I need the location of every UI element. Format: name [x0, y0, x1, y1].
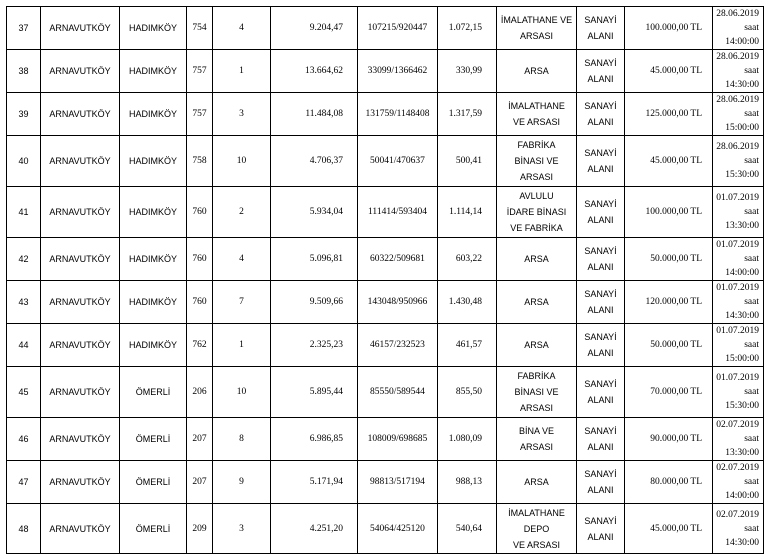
cell-district: ARNAVUTKÖY	[41, 324, 120, 367]
cell-block: 757	[187, 93, 213, 136]
cell-neighborhood: HADIMKÖY	[120, 136, 187, 187]
cell-zoning-line: SANAYİ	[584, 469, 617, 479]
table-row	[7, 93, 764, 136]
cell-neighborhood: HADIMKÖY	[120, 187, 187, 238]
cell-district: ARNAVUTKÖY	[41, 281, 120, 324]
cell-district: ARNAVUTKÖY	[41, 93, 120, 136]
date-text: 01.07.2019	[716, 373, 759, 383]
cell-neighborhood: ÖMERLİ	[120, 418, 187, 461]
cell-share-area: 540,64	[438, 504, 497, 554]
cell-share-area: 1.114,14	[438, 187, 497, 238]
cell-property-type	[497, 50, 577, 93]
cell-block: 754	[187, 7, 213, 50]
cell-neighborhood: HADIMKÖY	[120, 50, 187, 93]
cell-district: ARNAVUTKÖY	[41, 136, 120, 187]
cell-area: 9.509,66	[271, 281, 358, 324]
cell-zoning	[577, 136, 625, 187]
cell-zoning-line: ALANI	[587, 262, 614, 272]
cell-area: 4.706,37	[271, 136, 358, 187]
cell-price: 90.000,00 TL	[625, 418, 713, 461]
cell-row-number: 40	[7, 136, 41, 187]
cell-block: 758	[187, 136, 213, 187]
cell-neighborhood: ÖMERLİ	[120, 367, 187, 418]
auction-table	[6, 6, 764, 554]
cell-zoning	[577, 418, 625, 461]
cell-zoning-line: ALANI	[587, 485, 614, 495]
date-text: 28.06.2019	[716, 95, 759, 105]
time-text: saat 14:00:00	[725, 477, 759, 501]
cell-share: 107215/920447	[358, 7, 438, 50]
cell-area: 4.251,20	[271, 504, 358, 554]
table-row	[7, 50, 764, 93]
time-text: saat 15:30:00	[725, 156, 759, 180]
cell-date-time	[713, 367, 764, 418]
cell-zoning	[577, 281, 625, 324]
cell-row-number: 41	[7, 187, 41, 238]
cell-property-type	[497, 504, 577, 554]
cell-price: 45.000,00 TL	[625, 136, 713, 187]
cell-property-type-line: ARSA	[524, 254, 549, 264]
cell-block: 757	[187, 50, 213, 93]
cell-parcel: 7	[213, 281, 271, 324]
cell-parcel: 3	[213, 504, 271, 554]
cell-row-number: 44	[7, 324, 41, 367]
cell-block: 760	[187, 238, 213, 281]
cell-zoning-line: ALANI	[587, 305, 614, 315]
cell-parcel: 8	[213, 418, 271, 461]
cell-property-type	[497, 187, 577, 238]
cell-area: 6.986,85	[271, 418, 358, 461]
cell-share: 98813/517194	[358, 461, 438, 504]
cell-zoning-line: SANAYİ	[584, 332, 617, 342]
cell-property-type	[497, 324, 577, 367]
cell-zoning	[577, 324, 625, 367]
cell-area: 11.484,08	[271, 93, 358, 136]
cell-property-type-line: ARSA	[524, 477, 549, 487]
cell-share: 143048/950966	[358, 281, 438, 324]
time-text: saat 13:30:00	[725, 207, 759, 231]
cell-property-type-line: ARSA	[524, 66, 549, 76]
cell-date-time	[713, 504, 764, 554]
cell-parcel: 10	[213, 367, 271, 418]
cell-property-type	[497, 136, 577, 187]
cell-block: 206	[187, 367, 213, 418]
cell-row-number: 43	[7, 281, 41, 324]
cell-property-type-line: DEPO	[523, 523, 550, 534]
date-text: 28.06.2019	[716, 9, 759, 19]
table-row	[7, 187, 764, 238]
cell-area: 2.325,23	[271, 324, 358, 367]
cell-row-number: 46	[7, 418, 41, 461]
cell-district: ARNAVUTKÖY	[41, 187, 120, 238]
cell-parcel: 4	[213, 7, 271, 50]
cell-property-type-line: FABRİKA	[517, 140, 556, 150]
cell-zoning-line: SANAYİ	[584, 246, 617, 256]
table-row	[7, 367, 764, 418]
cell-property-type	[497, 367, 577, 418]
cell-share: 50041/470637	[358, 136, 438, 187]
cell-block: 762	[187, 324, 213, 367]
cell-date-time	[713, 7, 764, 50]
cell-price: 50.000,00 TL	[625, 238, 713, 281]
cell-area: 5.096,81	[271, 238, 358, 281]
cell-row-number: 37	[7, 7, 41, 50]
cell-area: 13.664,62	[271, 50, 358, 93]
cell-area: 5.934,04	[271, 187, 358, 238]
cell-neighborhood: ÖMERLİ	[120, 461, 187, 504]
cell-zoning	[577, 93, 625, 136]
table-row	[7, 324, 764, 367]
cell-date-time	[713, 93, 764, 136]
cell-zoning-line: ALANI	[587, 117, 614, 127]
cell-district: ARNAVUTKÖY	[41, 504, 120, 554]
cell-block: 760	[187, 281, 213, 324]
cell-zoning	[577, 461, 625, 504]
cell-zoning-line: SANAYİ	[584, 199, 617, 209]
cell-zoning-line: ALANI	[587, 348, 614, 358]
cell-share-area: 461,57	[438, 324, 497, 367]
cell-price: 45.000,00 TL	[625, 504, 713, 554]
cell-row-number: 45	[7, 367, 41, 418]
date-text: 28.06.2019	[716, 52, 759, 62]
cell-property-type-line: VE ARSASI	[512, 117, 561, 127]
cell-property-type	[497, 418, 577, 461]
cell-price: 50.000,00 TL	[625, 324, 713, 367]
cell-zoning	[577, 504, 625, 554]
time-text: saat 14:30:00	[725, 297, 759, 321]
cell-property-type	[497, 238, 577, 281]
cell-price: 100.000,00 TL	[625, 187, 713, 238]
cell-property-type-line: BİNASI VE	[514, 156, 559, 166]
cell-zoning-line: ALANI	[587, 215, 614, 225]
cell-property-type-line: ARSASI	[519, 172, 553, 182]
cell-zoning-line: ALANI	[587, 74, 614, 84]
cell-parcel: 10	[213, 136, 271, 187]
cell-zoning	[577, 187, 625, 238]
time-text: saat 14:30:00	[725, 66, 759, 90]
cell-date-time	[713, 136, 764, 187]
cell-neighborhood: HADIMKÖY	[120, 93, 187, 136]
cell-zoning-line: SANAYİ	[584, 426, 617, 436]
cell-property-type-line: ARSA	[524, 297, 549, 307]
cell-property-type-line: İMALATHANE	[508, 507, 565, 518]
cell-zoning-line: SANAYİ	[584, 379, 617, 389]
cell-zoning	[577, 50, 625, 93]
cell-price: 80.000,00 TL	[625, 461, 713, 504]
cell-neighborhood: HADIMKÖY	[120, 281, 187, 324]
cell-date-time	[713, 187, 764, 238]
time-text: saat 14:30:00	[725, 523, 759, 548]
cell-block: 760	[187, 187, 213, 238]
cell-area: 5.171,94	[271, 461, 358, 504]
cell-share-area: 603,22	[438, 238, 497, 281]
cell-zoning-line: SANAYİ	[584, 15, 617, 25]
date-text: 02.07.2019	[716, 509, 759, 520]
cell-property-type-line: ARSA	[524, 340, 549, 350]
table-row	[7, 504, 764, 554]
time-text: saat 14:00:00	[725, 23, 759, 47]
cell-parcel: 1	[213, 50, 271, 93]
cell-block: 209	[187, 504, 213, 554]
cell-area: 5.895,44	[271, 367, 358, 418]
cell-property-type	[497, 281, 577, 324]
cell-zoning	[577, 7, 625, 50]
cell-zoning-line: ALANI	[587, 31, 614, 41]
cell-price: 45.000,00 TL	[625, 50, 713, 93]
cell-zoning	[577, 367, 625, 418]
cell-date-time	[713, 281, 764, 324]
table-row	[7, 238, 764, 281]
cell-zoning-line: SANAYİ	[584, 289, 617, 299]
cell-neighborhood: HADIMKÖY	[120, 238, 187, 281]
table-row	[7, 7, 764, 50]
cell-parcel: 2	[213, 187, 271, 238]
cell-price: 100.000,00 TL	[625, 7, 713, 50]
cell-price: 120.000,00 TL	[625, 281, 713, 324]
date-text: 01.07.2019	[716, 240, 759, 250]
cell-neighborhood: HADIMKÖY	[120, 324, 187, 367]
cell-share-area: 855,50	[438, 367, 497, 418]
cell-property-type-line: ARSASI	[519, 403, 553, 413]
date-text: 02.07.2019	[716, 420, 759, 430]
cell-share: 111414/593404	[358, 187, 438, 238]
cell-share-area: 500,41	[438, 136, 497, 187]
cell-property-type-line: VE ARSASI	[512, 539, 561, 550]
date-text: 28.06.2019	[716, 142, 759, 152]
cell-zoning-line: ALANI	[587, 531, 614, 542]
time-text: saat 15:30:00	[725, 387, 759, 411]
cell-block: 207	[187, 418, 213, 461]
cell-price: 125.000,00 TL	[625, 93, 713, 136]
cell-property-type-line: İMALATHANE	[508, 101, 565, 111]
cell-property-type-line: BİNA VE	[518, 426, 554, 436]
cell-share: 54064/425120	[358, 504, 438, 554]
cell-share: 33099/1366462	[358, 50, 438, 93]
cell-zoning-line: ALANI	[587, 442, 614, 452]
cell-share: 46157/232523	[358, 324, 438, 367]
cell-share-area: 988,13	[438, 461, 497, 504]
cell-date-time	[713, 461, 764, 504]
table-row	[7, 281, 764, 324]
cell-property-type-line: İMALATHANE VE	[500, 15, 573, 25]
date-text: 01.07.2019	[716, 326, 759, 336]
date-text: 01.07.2019	[716, 193, 759, 203]
cell-zoning-line: ALANI	[587, 395, 614, 405]
cell-row-number: 48	[7, 504, 41, 554]
cell-property-type-line: VE FABRİKA	[510, 223, 563, 233]
cell-zoning-line: SANAYİ	[584, 515, 617, 526]
cell-district: ARNAVUTKÖY	[41, 461, 120, 504]
cell-parcel: 3	[213, 93, 271, 136]
cell-property-type	[497, 461, 577, 504]
cell-share-area: 330,99	[438, 50, 497, 93]
cell-property-type-line: İDARE BİNASI	[506, 207, 567, 217]
cell-property-type	[497, 7, 577, 50]
cell-date-time	[713, 418, 764, 461]
cell-property-type-line: FABRİKA	[517, 371, 556, 381]
cell-parcel: 9	[213, 461, 271, 504]
cell-district: ARNAVUTKÖY	[41, 50, 120, 93]
cell-share-area: 1.080,09	[438, 418, 497, 461]
cell-zoning-line: SANAYİ	[584, 101, 617, 111]
cell-zoning-line: SANAYİ	[584, 148, 617, 158]
table-row	[7, 418, 764, 461]
cell-property-type-line: BİNASI VE	[514, 387, 559, 397]
cell-area: 9.204,47	[271, 7, 358, 50]
cell-district: ARNAVUTKÖY	[41, 238, 120, 281]
date-text: 01.07.2019	[716, 283, 759, 293]
cell-district: ARNAVUTKÖY	[41, 7, 120, 50]
cell-property-type-line: ARSASI	[519, 442, 553, 452]
cell-share-area: 1.317,59	[438, 93, 497, 136]
table-row	[7, 136, 764, 187]
date-text: 02.07.2019	[716, 463, 759, 473]
cell-price: 70.000,00 TL	[625, 367, 713, 418]
cell-share: 108009/698685	[358, 418, 438, 461]
time-text: saat 15:00:00	[725, 340, 759, 364]
cell-zoning-line: SANAYİ	[584, 58, 617, 68]
cell-district: ARNAVUTKÖY	[41, 418, 120, 461]
cell-parcel: 1	[213, 324, 271, 367]
cell-property-type-line: AVLULU	[519, 191, 554, 201]
cell-row-number: 39	[7, 93, 41, 136]
cell-parcel: 4	[213, 238, 271, 281]
cell-share-area: 1.430,48	[438, 281, 497, 324]
cell-date-time	[713, 238, 764, 281]
cell-date-time	[713, 324, 764, 367]
cell-share: 85550/589544	[358, 367, 438, 418]
time-text: saat 15:00:00	[725, 109, 759, 133]
cell-zoning-line: ALANI	[587, 164, 614, 174]
cell-district: ARNAVUTKÖY	[41, 367, 120, 418]
cell-block: 207	[187, 461, 213, 504]
time-text: saat 13:30:00	[725, 434, 759, 458]
cell-share: 60322/509681	[358, 238, 438, 281]
table-row	[7, 461, 764, 504]
cell-date-time	[713, 50, 764, 93]
cell-row-number: 47	[7, 461, 41, 504]
cell-neighborhood: HADIMKÖY	[120, 7, 187, 50]
time-text: saat 14:00:00	[725, 254, 759, 278]
cell-neighborhood: ÖMERLİ	[120, 504, 187, 554]
cell-row-number: 38	[7, 50, 41, 93]
cell-zoning	[577, 238, 625, 281]
cell-share-area: 1.072,15	[438, 7, 497, 50]
cell-row-number: 42	[7, 238, 41, 281]
cell-property-type-line: ARSASI	[519, 31, 553, 41]
cell-share: 131759/1148408	[358, 93, 438, 136]
cell-property-type	[497, 93, 577, 136]
